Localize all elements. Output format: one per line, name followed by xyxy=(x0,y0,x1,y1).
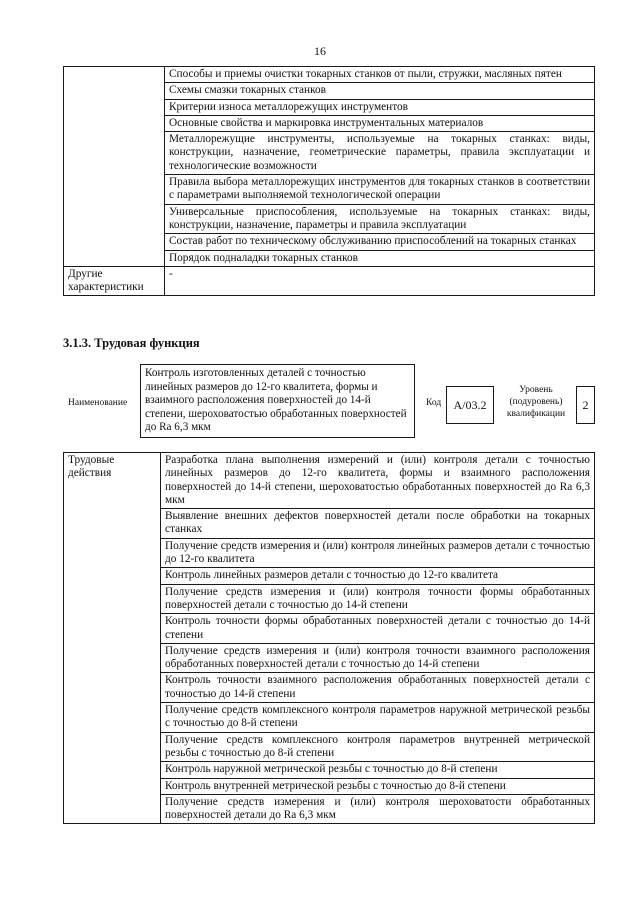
other-characteristics-label: Другие характеристики xyxy=(64,266,165,296)
action-item: Разработка плана выполнения измерений и (или) контроля детали с точностью линейных размеров до 12-го квалитета, формы и взаимного расположения поверхностей до 14-й степени, шероховатостью обработанных поверхностей до Ra 6,3 мкм xyxy=(161,453,595,509)
action-item: Получение средств измерения и (или) контроля линейных размеров детали с точностью до 12-го квалитета xyxy=(161,538,595,568)
level-value-box: 2 xyxy=(576,386,595,424)
labor-actions-table xyxy=(63,452,595,824)
knowledge-item: Универсальные приспособления, используемые на токарных станках: виды, конструкции, назначение, параметры и правила эксплуатации xyxy=(165,204,595,234)
table-row xyxy=(64,67,595,83)
function-name-box: Контроль изготовленных деталей с точностью линейных размеров до 12-го квалитета, формы и взаимного расположения поверхностей до 14-й степени, шероховатостью обработанных поверхностей до Ra 6,3 мкм xyxy=(140,364,415,438)
level-label: Уровень (подуровень) квалификации xyxy=(506,385,566,419)
action-item: Контроль внутренней метрической резьбы с точностью до 8-й степени xyxy=(161,778,595,794)
knowledge-item: Правила выбора металлорежущих инструментов для токарных станков в соответствии с параметрами выполняемой технологической операции xyxy=(165,175,595,205)
name-label: Наименование xyxy=(68,398,128,408)
knowledge-item: Основные свойства и маркировка инструментальных материалов xyxy=(165,115,595,131)
action-item: Получение средств измерения и (или) контроля точности взаимного расположения обработанных поверхностей детали с точностью до 14-й степени xyxy=(161,643,595,673)
other-characteristics-value: - xyxy=(165,266,595,296)
knowledge-item: Металлорежущие инструменты, используемые на токарных станках: виды, конструкции, назначение, геометрические параметры, правила эксплуатации и технологические возможности xyxy=(165,132,595,175)
action-item: Контроль точности формы обработанных поверхностей детали с точностью до 14-й степени xyxy=(161,614,595,644)
knowledge-table xyxy=(63,66,595,296)
knowledge-item: Состав работ по техническому обслуживанию приспособлений на токарных станках xyxy=(165,234,595,250)
action-item: Получение средств измерения и (или) контроля шероховатости обработанных поверхностей детали до Ra 6,3 мкм xyxy=(161,794,595,824)
page-number: 16 xyxy=(314,44,326,58)
action-item: Получение средств измерения и (или) контроля точности формы обработанных поверхностей детали с точностью до 14-й степени xyxy=(161,584,595,614)
knowledge-item: Способы и приемы очистки токарных станков от пыли, стружки, масляных пятен xyxy=(165,67,595,83)
knowledge-item: Критерии износа металлорежущих инструментов xyxy=(165,99,595,115)
code-value-box: A/03.2 xyxy=(446,386,494,424)
table-row xyxy=(64,453,595,509)
action-item: Выявление внешних дефектов поверхностей детали после обработки на токарных станках xyxy=(161,509,595,539)
action-item: Получение средств комплексного контроля параметров наружной метрической резьбы с точностью до 8-й степени xyxy=(161,703,595,733)
labor-actions-label: Трудовые действия xyxy=(64,453,161,824)
section-heading: 3.1.3. Трудовая функция xyxy=(63,336,200,350)
action-item: Получение средств комплексного контроля параметров внутренней метрической резьбы с точностью до 8-й степени xyxy=(161,732,595,762)
knowledge-item: Схемы смазки токарных станков xyxy=(165,83,595,99)
code-label: Код xyxy=(426,398,442,408)
knowledge-label-cell xyxy=(64,67,165,267)
action-item: Контроль точности взаимного расположения обработанных поверхностей детали с точностью до 14-й степени xyxy=(161,673,595,703)
action-item: Контроль линейных размеров детали с точностью до 12-го квалитета xyxy=(161,568,595,584)
knowledge-item: Порядок подналадки токарных станков xyxy=(165,250,595,266)
action-item: Контроль наружной метрической резьбы с точностью до 8-й степени xyxy=(161,762,595,778)
table-row xyxy=(64,266,595,296)
